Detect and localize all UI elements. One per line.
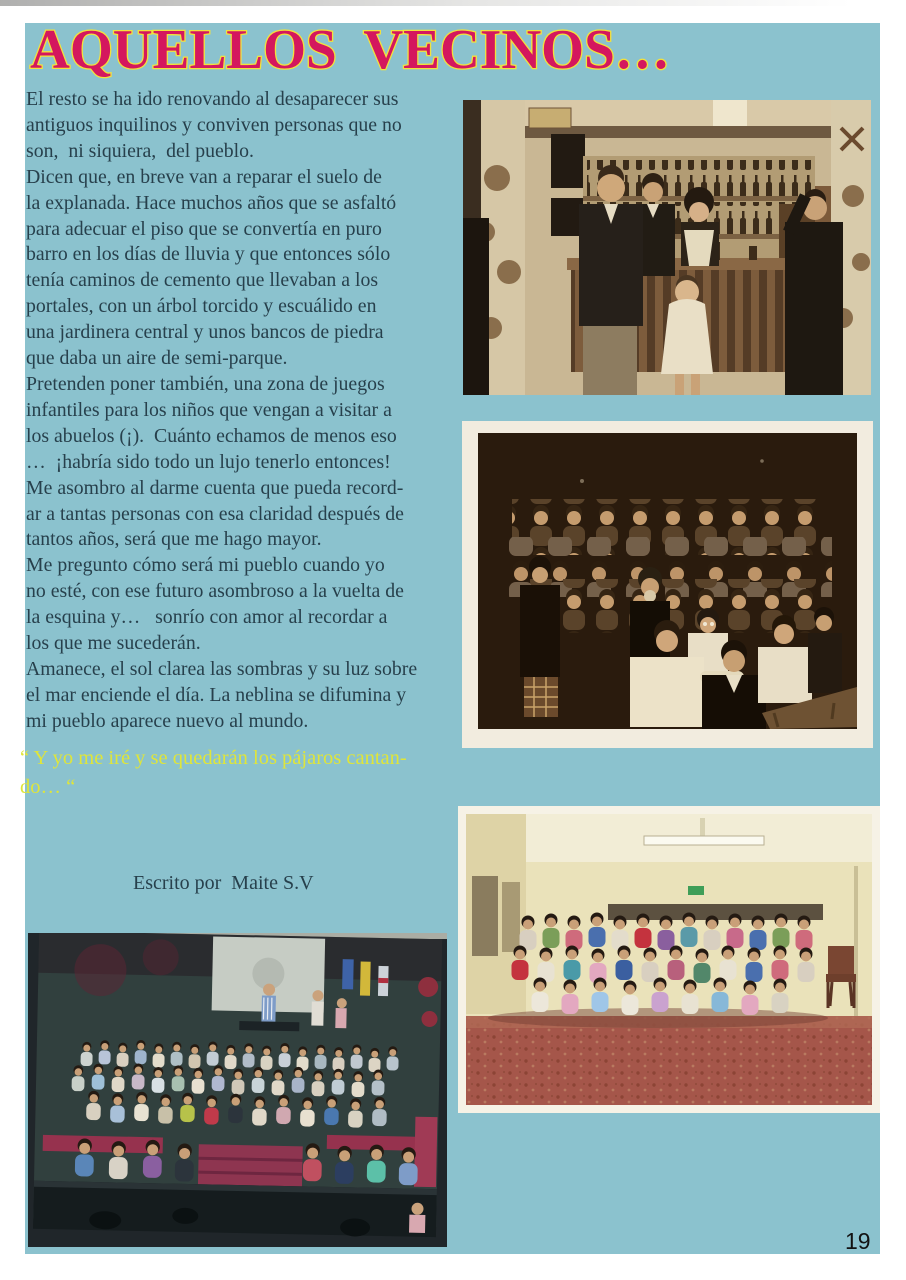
text-line: la explanada. Hace muchos años que se asfaltó <box>26 191 397 214</box>
scan-artifact-strip <box>0 0 852 6</box>
text-line: Pretenden poner también, una zona de juegos <box>26 372 385 395</box>
text-line: ar a tantas personas con esa claridad después de <box>26 502 404 525</box>
text-line: Amanece, el sol clarea las sombras y su luz sobre <box>26 657 418 680</box>
text-line: la esquina y… sonrío con amor al recordar a <box>26 606 388 629</box>
text-line: tenía caminos de cemento que llevaban a los <box>26 269 379 292</box>
photo-group-sepia-illustration <box>462 421 873 748</box>
text-line: tantos años, será que me hago mayor. <box>26 528 322 551</box>
text-line: “ Y yo me iré y se quedarán los pájaros cantan- <box>20 747 407 769</box>
text-line: no esté, con ese futuro asombroso a la vuelta de <box>26 580 404 603</box>
text-line: los que me sucederán. <box>26 632 201 655</box>
text-line: para adecuar el piso que se convertía en puro <box>26 217 382 240</box>
text-line: una jardinera central y unos bancos de piedra <box>26 321 384 344</box>
photo-stage-group <box>28 933 447 1247</box>
text-line: Me pregunto cómo será mi pueblo cuando yo <box>26 554 385 577</box>
article-body <box>26 87 486 735</box>
photo-hall-group-illustration <box>458 806 880 1113</box>
page-number: 19 <box>845 1228 871 1254</box>
text-line: do… “ <box>20 775 76 798</box>
text-line: son, ni siquiera, del pueblo. <box>26 139 254 162</box>
photo-stage-group-illustration <box>28 933 447 1247</box>
photo-hall-group <box>458 806 880 1113</box>
text-line: barro en los días de lluvia y que entonces sólo <box>26 243 391 266</box>
text-line: El resto se ha ido renovando al desaparecer sus <box>26 88 399 110</box>
photo-bar-scene-illustration <box>463 100 871 395</box>
photo-group-sepia <box>462 421 873 748</box>
text-line: portales, con un árbol torcido y escuálido en <box>26 295 377 318</box>
text-line: los abuelos (¡). Cuánto echamos de menos eso <box>26 424 397 447</box>
page-title: AQUELLOS VECINOS… <box>30 20 670 81</box>
text-line: que daba un aire de semi-parque. <box>26 347 288 370</box>
text-line: … ¡habría sido todo un lujo tenerlo entonces! <box>26 450 391 473</box>
text-line: el mar enciende el día. La neblina se difumina y <box>26 683 407 706</box>
closing-quote <box>20 744 480 801</box>
text-line: antiguos inquilinos y conviven personas que no <box>26 113 402 136</box>
text-line: Dicen que, en breve van a reparar el suelo de <box>26 165 382 188</box>
text-line: infantiles para los niños que vengan a visitar a <box>26 398 392 421</box>
page-title-graphic <box>26 20 706 86</box>
text-line: Me asombro al darme cuenta que pueda record- <box>26 476 404 499</box>
byline: Escrito por Maite S.V <box>133 872 314 894</box>
photo-bar-scene <box>463 100 871 395</box>
text-line: mi pueblo aparece nuevo al mundo. <box>26 709 309 732</box>
